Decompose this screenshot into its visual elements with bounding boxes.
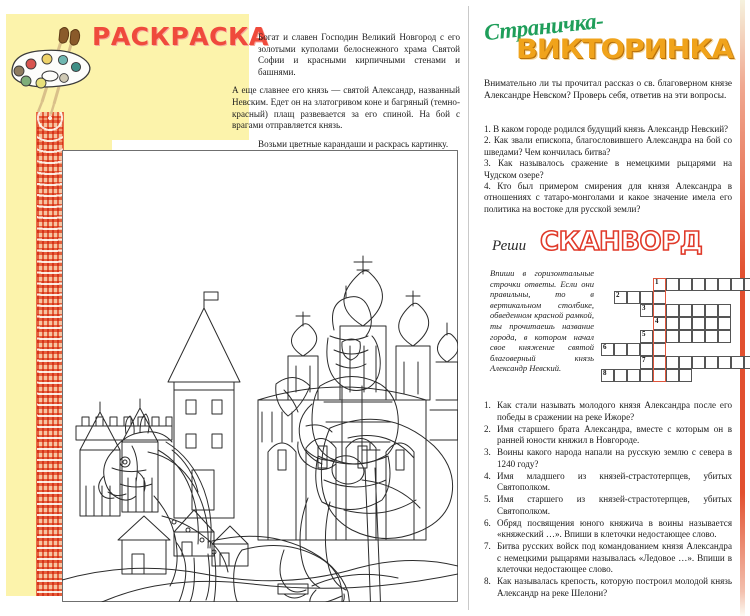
crossword-clue-number: 7. — [484, 541, 491, 551]
crossword-clue — [484, 424, 732, 447]
crossword-clue-text: Имя старшего брата Александра, вместе с которым он в ранней юности княжил в Новгороде. — [497, 423, 732, 445]
scanword-header — [492, 228, 732, 260]
crossword-cell[interactable] — [601, 369, 614, 382]
crossword-clue-number: 8. — [484, 576, 491, 586]
crossword-cell[interactable] — [653, 369, 666, 382]
intro-paragraph-1: Богат и славен Господин Великий Новгород с его золотыми куполами белоснежного храма Святой Софии и красными кирпичными стенами и башнями. — [258, 32, 460, 77]
crossword-cell[interactable] — [666, 304, 679, 317]
crossword-clue — [484, 494, 732, 517]
crossword-clue-number: 2. — [484, 423, 491, 434]
crossword-cell[interactable] — [705, 278, 718, 291]
crossword-cell[interactable] — [653, 317, 666, 330]
crossword-clue-list — [484, 400, 732, 600]
crossword-cell[interactable] — [614, 343, 627, 356]
crossword-cell[interactable] — [744, 278, 750, 291]
crossword-cell[interactable] — [705, 330, 718, 343]
crossword-cell[interactable] — [679, 278, 692, 291]
crossword-cell[interactable] — [718, 304, 731, 317]
crossword-cell[interactable] — [653, 291, 666, 304]
crossword-cell-number: 3 — [642, 304, 646, 312]
crossword-clue-text: Как стали называть молодого князя Александра после его победы в сражении на реке Ижоре? — [497, 400, 732, 422]
right-column — [478, 0, 734, 616]
scanword-heading-block: СКАНВОРД — [540, 227, 703, 257]
crossword-cell-number: 4 — [655, 317, 659, 325]
crossword-cell[interactable] — [653, 343, 666, 356]
crossword-clue-text: Как называлась крепость, которую построил молодой князь Александр на реке Шелони? — [497, 576, 732, 598]
crossword-clue-number: 4. — [484, 470, 491, 481]
crossword-cell[interactable] — [692, 278, 705, 291]
crossword-cell-number: 2 — [616, 291, 620, 299]
crossword-clue-text: Битва русских войск под командованием князя Александра с немецкими рыцарями называлась «Ледовое …». Впиши в клеточки недостающее слово. — [497, 541, 732, 574]
intro-paragraph-3: Возьми цветные карандаши и раскрась картинку. — [258, 138, 449, 149]
crossword-clue-number: 1. — [484, 400, 491, 410]
crossword-clue-number: 3. — [484, 447, 491, 457]
crossword-clue-text: Воины какого народа напали на русскую землю с севера в 1240 году? — [497, 447, 732, 469]
quiz-question-list — [484, 124, 732, 215]
crossword-cell[interactable] — [640, 291, 653, 304]
crossword-clue — [484, 518, 732, 541]
crossword-cell[interactable] — [679, 369, 692, 382]
crossword-cell[interactable] — [640, 304, 653, 317]
crossword-cell[interactable] — [653, 330, 666, 343]
crossword-cell[interactable] — [744, 356, 750, 369]
crossword-cell[interactable] — [692, 304, 705, 317]
crossword-cell[interactable] — [692, 317, 705, 330]
quiz-question: 1. В каком городе родился будущий князь Александр Невский? — [484, 124, 729, 134]
crossword-cell-number: 7 — [642, 356, 646, 364]
intro-paragraph-2: А еще славнее его князь — святой Александр, названный Невским. Едет он на златогривом коне и багряный (темно-красный) плащ развевается за его спиной. На бой с врагами отправляется князь. — [232, 85, 460, 131]
crossword-grid[interactable] — [600, 278, 736, 390]
crossword-clue — [484, 541, 732, 576]
folk-ornament-band — [36, 112, 64, 596]
crossword-cell[interactable] — [705, 304, 718, 317]
page-title-raskraska: РАСКРАСКА — [92, 22, 269, 51]
crossword-cell[interactable] — [692, 356, 705, 369]
crossword-cell[interactable] — [640, 369, 653, 382]
crossword-clue — [484, 400, 732, 423]
scanword-instruction: Впиши в горизонтальные строчки ответы. Если они правильны, то в вертикальном столбике, обведенном красной рамкой, ты прочитаешь название города, в котором начал свое княжение святой благоверный князь Александр Невский. — [490, 268, 594, 374]
viktorinka-header — [478, 0, 734, 66]
crossword-cell[interactable] — [679, 304, 692, 317]
crossword-cell[interactable] — [627, 291, 640, 304]
quiz-question: 3. Как называлось сражение в немецкими рыцарями на Чудском озере? — [484, 158, 732, 180]
crossword-cell[interactable] — [731, 278, 744, 291]
crossword-clue-text: Имя младшего из князей-страстотерпцев, убитых Святополком. — [497, 470, 732, 492]
quiz-question: 4. Кто был примером смирения для князя Александра в отношениях с татаро-монголами и какое значение имела его политика на востоке для русской земли? — [484, 181, 732, 214]
header-block-word: ВИКТОРИНКА — [516, 34, 733, 65]
crossword-cell[interactable] — [731, 356, 744, 369]
crossword-cell[interactable] — [679, 356, 692, 369]
crossword-cell-number: 1 — [655, 278, 659, 286]
crossword-clue — [484, 447, 732, 470]
crossword-cell[interactable] — [705, 356, 718, 369]
crossword-cell[interactable] — [614, 291, 627, 304]
crossword-cell[interactable] — [653, 304, 666, 317]
crossword-cell-number: 5 — [642, 330, 646, 338]
scanword-heading-italic: Реши — [492, 238, 527, 254]
crossword-cell[interactable] — [666, 317, 679, 330]
crossword-cell[interactable] — [705, 317, 718, 330]
crossword-clue-text: Имя старшего из князей-страстотерпцев, убитых Святополком. — [497, 494, 732, 516]
crossword-clue — [484, 576, 732, 599]
quiz-question: 2. Как звали епископа, благословившего Александра на бой со шведами? Чем кончилась битва? — [484, 135, 732, 157]
quiz-lead-text: Внимательно ли ты прочитал рассказ о св. благоверном князе Александре Невском? Проверь себя, ответив на эти вопросы. — [484, 79, 732, 101]
crossword-cell[interactable] — [679, 317, 692, 330]
crossword-cell[interactable] — [627, 369, 640, 382]
column-divider — [468, 6, 469, 610]
crossword-cell[interactable] — [653, 278, 666, 291]
crossword-cell[interactable] — [666, 278, 679, 291]
intro-text-block — [232, 32, 460, 157]
crossword-cell-number: 8 — [603, 369, 607, 377]
crossword-cell[interactable] — [718, 330, 731, 343]
crossword-cell[interactable] — [640, 356, 653, 369]
crossword-cell[interactable] — [614, 369, 627, 382]
coloring-illustration — [62, 150, 458, 602]
crossword-cell[interactable] — [666, 369, 679, 382]
paint-palette-with-brushes-icon — [2, 24, 106, 120]
crossword-cell[interactable] — [666, 356, 679, 369]
crossword-cell[interactable] — [679, 330, 692, 343]
header-script-word: Страничка- — [482, 7, 605, 46]
crossword-cell[interactable] — [718, 278, 731, 291]
crossword-clue-number: 6. — [484, 517, 491, 528]
crossword-cell[interactable] — [627, 343, 640, 356]
crossword-cell[interactable] — [666, 330, 679, 343]
crossword-cell[interactable] — [653, 356, 666, 369]
crossword-cell[interactable] — [640, 343, 653, 356]
crossword-cell[interactable] — [640, 330, 653, 343]
crossword-clue-number: 5. — [484, 494, 491, 504]
crossword-cell[interactable] — [601, 343, 614, 356]
crossword-cell[interactable] — [692, 330, 705, 343]
crossword-cell[interactable] — [718, 317, 731, 330]
crossword-clue-text: Обряд посвящения юного княжича в воины называется «княжеский …». Впиши в клеточки недостающее слово. — [497, 517, 732, 539]
crossword-cell-number: 6 — [603, 343, 607, 351]
crossword-clue — [484, 471, 732, 494]
crossword-cell[interactable] — [718, 356, 731, 369]
page-edge-stripe — [740, 0, 745, 616]
